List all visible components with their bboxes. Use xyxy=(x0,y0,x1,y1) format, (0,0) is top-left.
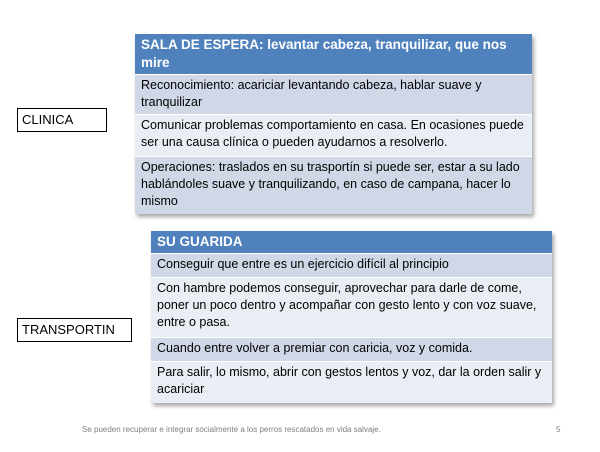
table-row: Reconocimiento: acariciar levantando cabeza, hablar suave y tranquilizar xyxy=(135,74,532,114)
table-row: Cuando entre volver a premiar con caricia, voz y comida. xyxy=(151,337,552,361)
table-header: SALA DE ESPERA: levantar cabeza, tranquilizar, que nos mire xyxy=(135,34,532,74)
label-clinica: CLINICA xyxy=(17,108,107,132)
table-row: Con hambre podemos conseguir, aprovechar para darle de come, poner un poco dentro y acompañar con gesto lento y con voz suave, entre o pasa. xyxy=(151,277,552,337)
sala-de-espera-table xyxy=(135,34,532,214)
su-guarida-table xyxy=(151,231,552,403)
table-row: Conseguir que entre es un ejercicio difícil al principio xyxy=(151,253,552,277)
table-header: SU GUARIDA xyxy=(151,231,552,253)
label-transportin: TRANSPORTIN xyxy=(17,318,132,342)
footer-text: Se pueden recuperar e integrar socialmente a los perros rescatados en vida salvaje. xyxy=(82,425,381,434)
page-number: 5 xyxy=(556,425,561,434)
table-row: Operaciones: traslados en su trasportín si puede ser, estar a su lado hablándoles suave y tranquilizando, en caso de campana, hacer lo mismo xyxy=(135,156,532,214)
table-row: Para salir, lo mismo, abrir con gestos lentos y voz, dar la orden salir y acariciar xyxy=(151,361,552,403)
table-row: Comunicar problemas comportamiento en casa. En ocasiones puede ser una causa clínica o pueden ayudarnos a resolverlo. xyxy=(135,114,532,156)
